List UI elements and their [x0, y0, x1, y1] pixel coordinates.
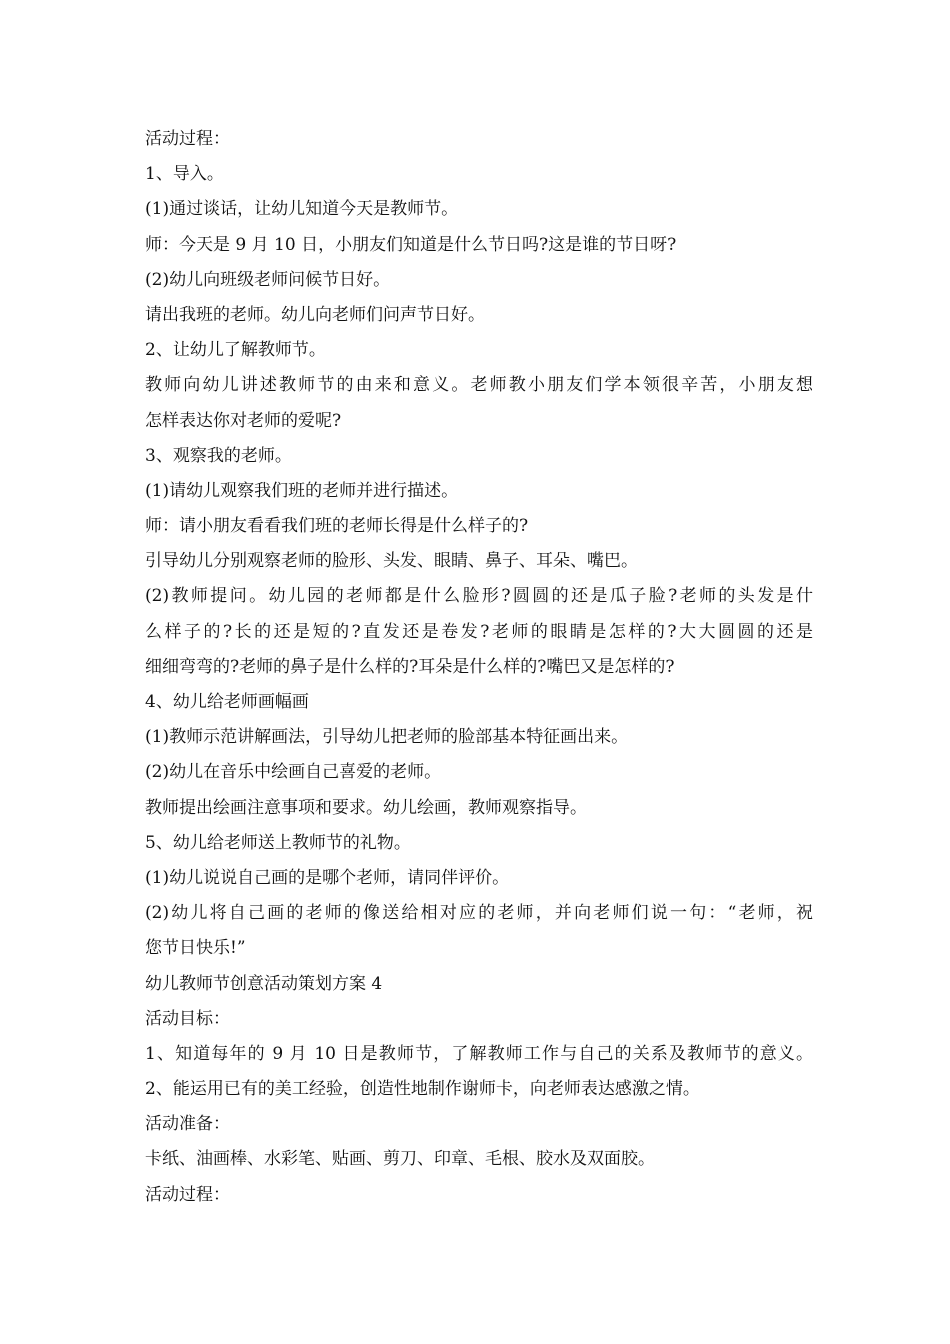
text-line: (1)教师示范讲解画法，引导幼儿把老师的脸部基本特征画出来。: [145, 727, 629, 748]
text-line: 1、导入。: [145, 164, 224, 185]
text-line: (1)幼儿说说自己画的是哪个老师，请同伴评价。: [145, 867, 510, 888]
text-line: 么样子的?长的还是短的?直发还是卷发?老师的眼睛是怎样的?大大圆圆的还是: [145, 621, 813, 642]
text-line: 2、能运用已有的美工经验，创造性地制作谢师卡，向老师表达感激之情。: [145, 1079, 700, 1100]
text-line: 教师向幼儿讲述教师节的由来和意义。老师教小朋友们学本领很辛苦，小朋友想: [145, 375, 813, 396]
text-line: 细细弯弯的?老师的鼻子是什么样的?耳朵是什么样的?嘴巴又是怎样的?: [145, 656, 675, 677]
text-line: (2)教师提问。幼儿园的老师都是什么脸形?圆圆的还是瓜子脸?老师的头发是什: [145, 586, 813, 607]
text-line: 引导幼儿分别观察老师的脸形、头发、眼睛、鼻子、耳朵、嘴巴。: [145, 551, 638, 572]
text-line: 卡纸、油画棒、水彩笔、贴画、剪刀、印章、毛根、胶水及双面胶。: [145, 1149, 655, 1170]
text-line: (2)幼儿向班级老师问候节日好。: [145, 269, 391, 290]
text-line: 活动过程：: [145, 129, 230, 149]
text-line: 师：今天是 9 月 10 日，小朋友们知道是什么节日吗?这是谁的节日呀?: [145, 234, 677, 255]
text-line: 教师提出绘画注意事项和要求。幼儿绘画，教师观察指导。: [145, 797, 587, 818]
section-heading: 幼儿教师节创意活动策划方案 4: [145, 973, 383, 994]
text-line: 活动准备：: [145, 1114, 230, 1135]
text-line: 活动目标：: [145, 1008, 230, 1029]
text-line: 2、让幼儿了解教师节。: [145, 340, 326, 361]
text-line: (1)请幼儿观察我们班的老师并进行描述。: [145, 480, 459, 501]
text-line: 3、观察我的老师。: [145, 445, 292, 466]
text-line: 请出我班的老师。幼儿向老师们问声节日好。: [145, 304, 485, 325]
text-line: 5、幼儿给老师送上教师节的礼物。: [145, 832, 411, 853]
text-line: 1、知道每年的 9 月 10 日是教师节，了解教师工作与自己的关系及教师节的意义。: [145, 1043, 813, 1064]
text-line: 师：请小朋友看看我们班的老师长得是什么样子的?: [145, 516, 529, 537]
text-line: 活动过程：: [145, 1184, 230, 1205]
document-body: [145, 122, 813, 1213]
text-line: (2)幼儿将自己画的老师的像送给相对应的老师，并向老师们说一句：“老师，祝: [145, 903, 813, 924]
text-line: 怎样表达你对老师的爱呢?: [145, 410, 342, 431]
text-line: 4、幼儿给老师画幅画: [145, 692, 309, 712]
text-line: (2)幼儿在音乐中绘画自己喜爱的老师。: [145, 762, 442, 783]
text-line: (1)通过谈话，让幼儿知道今天是教师节。: [145, 199, 459, 220]
text-line: 您节日快乐!”: [145, 938, 246, 959]
